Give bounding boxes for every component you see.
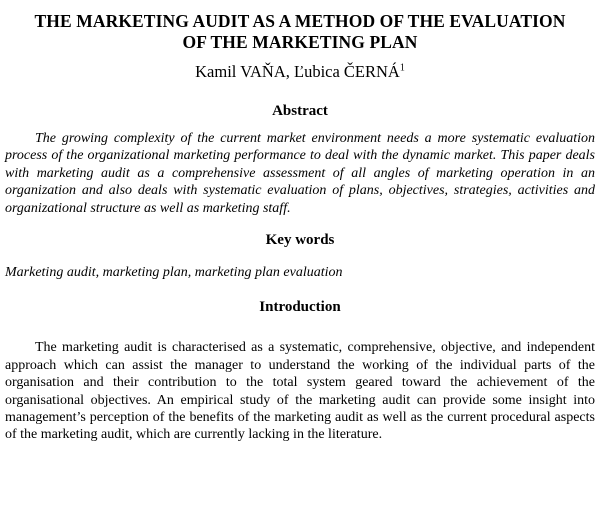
abstract-text: The growing complexity of the current market environment needs a more systematic evaluation process of the organizational marketing performance to deal with the dynamic market. This paper deals with marketing audit as a comprehensive assessment of all angles of marketing operation in an organization and also deals with systematic evaluation of plans, objectives, strategies, activities and organizational structure as well as marketing staff.: [5, 131, 595, 216]
author-line: [5, 61, 595, 83]
keywords-heading: Key words: [265, 232, 335, 249]
abstract-heading: Abstract: [272, 103, 328, 119]
paper-title: [5, 11, 595, 53]
introduction-text: The marketing audit is characterised as a systematic, comprehensive, objective, and independent approach which can assist the manager to understand the working of the individual parts of the organisation and their contribution to the total system geared toward the achievement of the organisational objectives. An empirical study of the marketing audit can provide some insight into management’s perception of the benefits of the marketing audit as well as the current procedural aspects of the marketing audit, which are currently lacking in the literature.: [5, 340, 595, 443]
title-line-1: THE MARKETING AUDIT AS A METHOD OF THE EVALUATION: [34, 11, 566, 31]
author-footnote-mark: 1: [399, 62, 405, 74]
keywords-text: Marketing audit, marketing plan, marketing plan evaluation: [5, 265, 343, 281]
author-names: Kamil VAŇA, Ľubica ČERNÁ: [195, 62, 400, 81]
introduction-heading: Introduction: [259, 299, 341, 316]
title-line-2: OF THE MARKETING PLAN: [182, 32, 418, 52]
